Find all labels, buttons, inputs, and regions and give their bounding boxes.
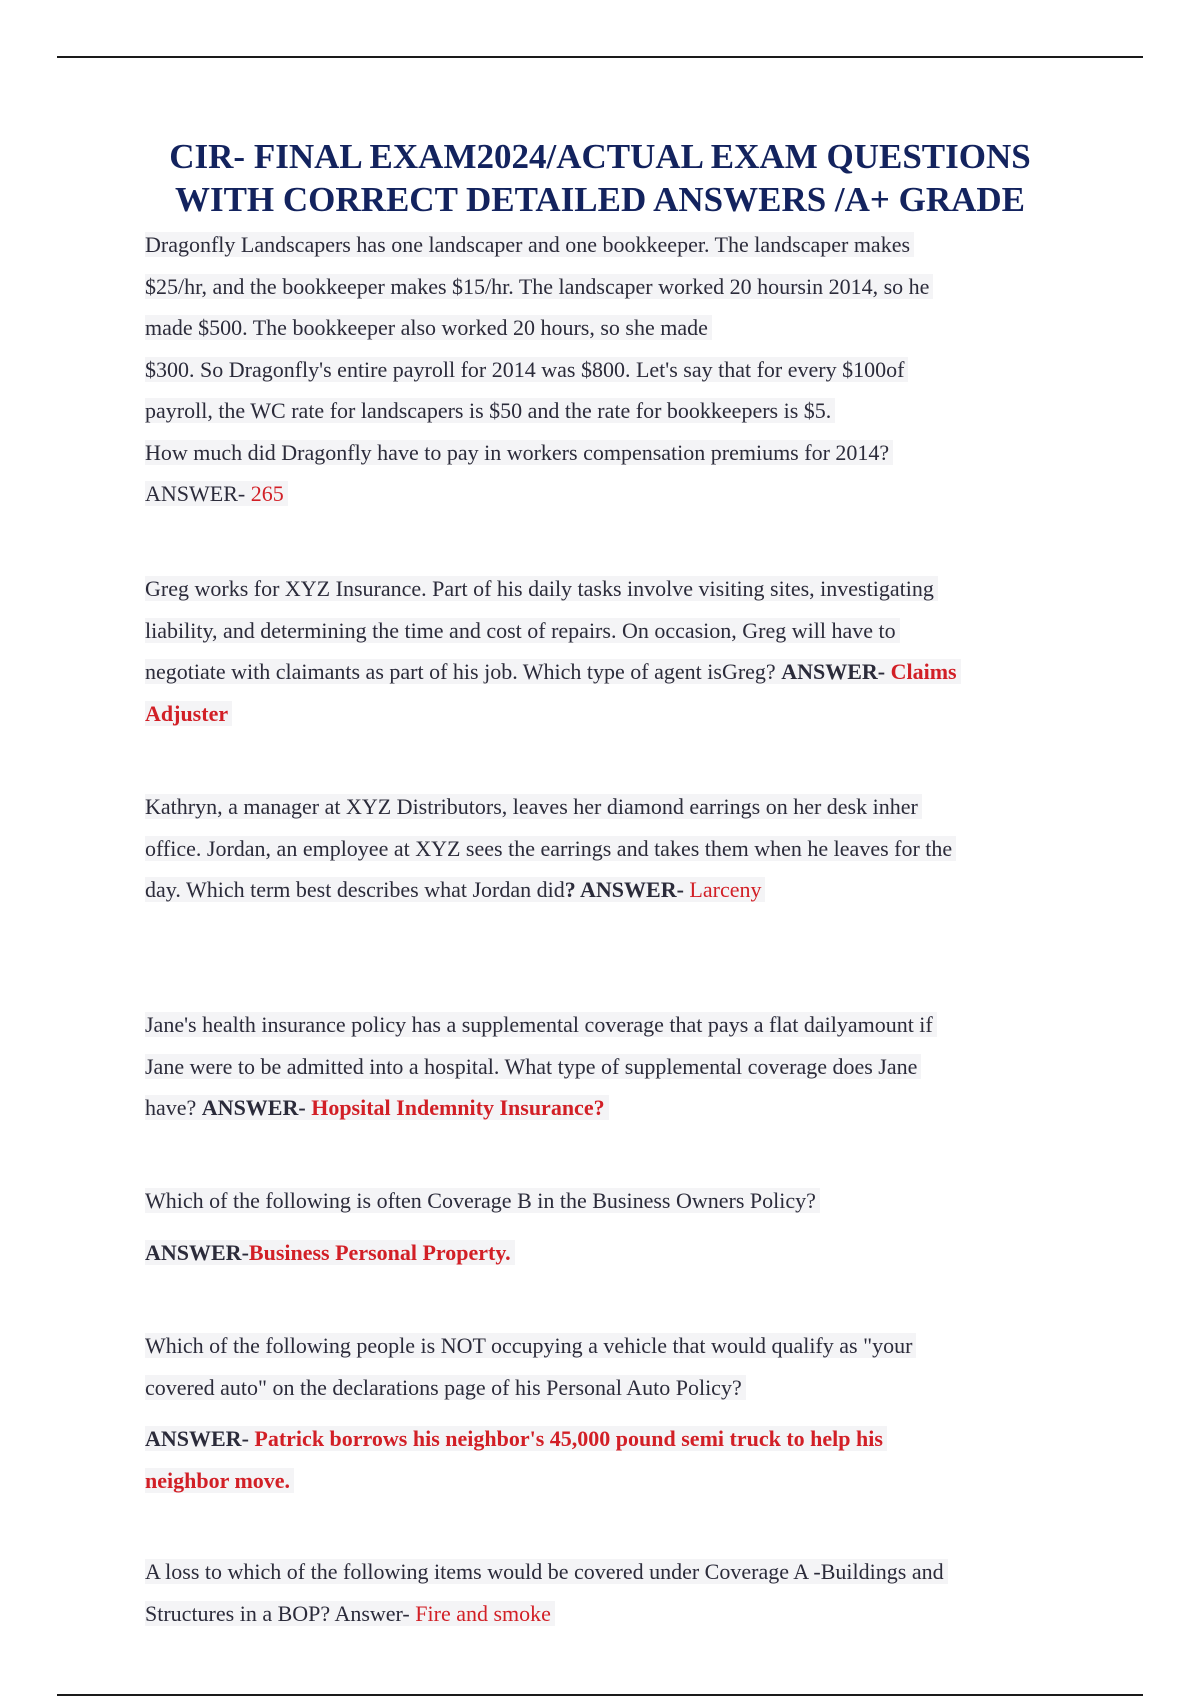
answer-label: ANSWER-	[781, 659, 891, 684]
answer-5: Business Personal Property.	[248, 1240, 511, 1265]
question-1	[145, 224, 1065, 515]
answer-label: ANSWER-	[580, 877, 690, 902]
question-7-line: Structures in a BOP?	[145, 1600, 335, 1626]
answer-7: Fire and smoke	[415, 1600, 551, 1626]
question-3-line: day. Which term best describes what Jordan did	[145, 877, 565, 902]
top-rule	[57, 56, 1143, 58]
answer-label: ANSWER-	[201, 1095, 312, 1120]
question-1-line: made $500. The bookkeeper also worked 20 hours, so she made	[145, 315, 712, 340]
page-title	[0, 135, 1200, 221]
question-6-answer-row	[145, 1418, 1065, 1501]
question-1-line: Dragonfly Landscapers has one landscaper and one bookkeeper. The landscaper makes	[145, 232, 914, 257]
question-7	[145, 1551, 1065, 1634]
question-2-line: negotiate with claimants as part of his job. Which type of agent isGreg?	[145, 659, 782, 684]
answer-6-line-2: neighbor move.	[145, 1467, 291, 1493]
question-4-line: Jane's health insurance policy has a supplemental coverage that pays a flat dailyamount if	[145, 1012, 937, 1037]
question-6-line: Which of the following people is NOT occupying a vehicle that would qualify as "your	[145, 1333, 916, 1358]
question-4-line: Jane were to be admitted into a hospital. What type of supplemental coverage does Jane	[145, 1054, 921, 1079]
answer-4: Hopsital Indemnity Insurance?	[311, 1095, 605, 1120]
question-6	[145, 1325, 1065, 1408]
answer-2-part-1: Claims	[890, 659, 957, 684]
answer-2-part-2: Adjuster	[145, 700, 229, 726]
title-line-2: WITH CORRECT DETAILED ANSWERS /A+ GRADE	[174, 180, 1026, 219]
question-mark: ?	[564, 877, 581, 902]
question-3	[145, 786, 1065, 911]
question-1-line: payroll, the WC rate for landscapers is $50 and the rate for bookkeepers is $5.	[145, 398, 835, 423]
title-line-1: CIR- FINAL EXAM2024/ACTUAL EXAM QUESTIONS	[169, 137, 1031, 176]
question-5	[145, 1180, 1065, 1222]
question-4-line: have?	[145, 1095, 202, 1120]
question-1-line: $25/hr, and the bookkeeper makes $15/hr. The landscaper worked 20 hoursin 2014, so he	[145, 274, 933, 299]
answer-label: ANSWER-	[145, 481, 251, 506]
answer-1: 265	[250, 481, 284, 506]
question-2	[145, 568, 1065, 734]
answer-label: ANSWER-	[145, 1426, 255, 1451]
question-2-line: liability, and determining the time and cost of repairs. On occasion, Greg will have to	[145, 618, 900, 643]
answer-6-line-1: Patrick borrows his neighbor's 45,000 pound semi truck to help his	[254, 1426, 883, 1451]
question-4	[145, 1004, 1065, 1129]
question-3-line: office. Jordan, an employee at XYZ sees the earrings and takes them when he leaves for the	[145, 836, 956, 861]
question-1-line: How much did Dragonfly have to pay in workers compensation premiums for 2014?	[145, 440, 893, 465]
question-6-line: covered auto" on the declarations page of his Personal Auto Policy?	[145, 1375, 746, 1400]
question-2-line: Greg works for XYZ Insurance. Part of his daily tasks involve visiting sites, investigating	[145, 576, 938, 601]
answer-label: Answer-	[334, 1600, 416, 1626]
question-3-line: Kathryn, a manager at XYZ Distributors, leaves her diamond earrings on her desk inher	[145, 794, 922, 819]
bottom-rule	[57, 1694, 1143, 1696]
answer-3: Larceny	[689, 877, 762, 902]
question-1-line: $300. So Dragonfly's entire payroll for 2014 was $800. Let's say that for every $100of	[145, 357, 908, 382]
question-5-line: Which of the following is often Coverage B in the Business Owners Policy?	[145, 1188, 820, 1213]
question-5-answer-row	[145, 1232, 1065, 1274]
question-7-line: A loss to which of the following items would be covered under Coverage A -Buildings and	[145, 1559, 948, 1584]
answer-label: ANSWER-	[145, 1240, 249, 1265]
